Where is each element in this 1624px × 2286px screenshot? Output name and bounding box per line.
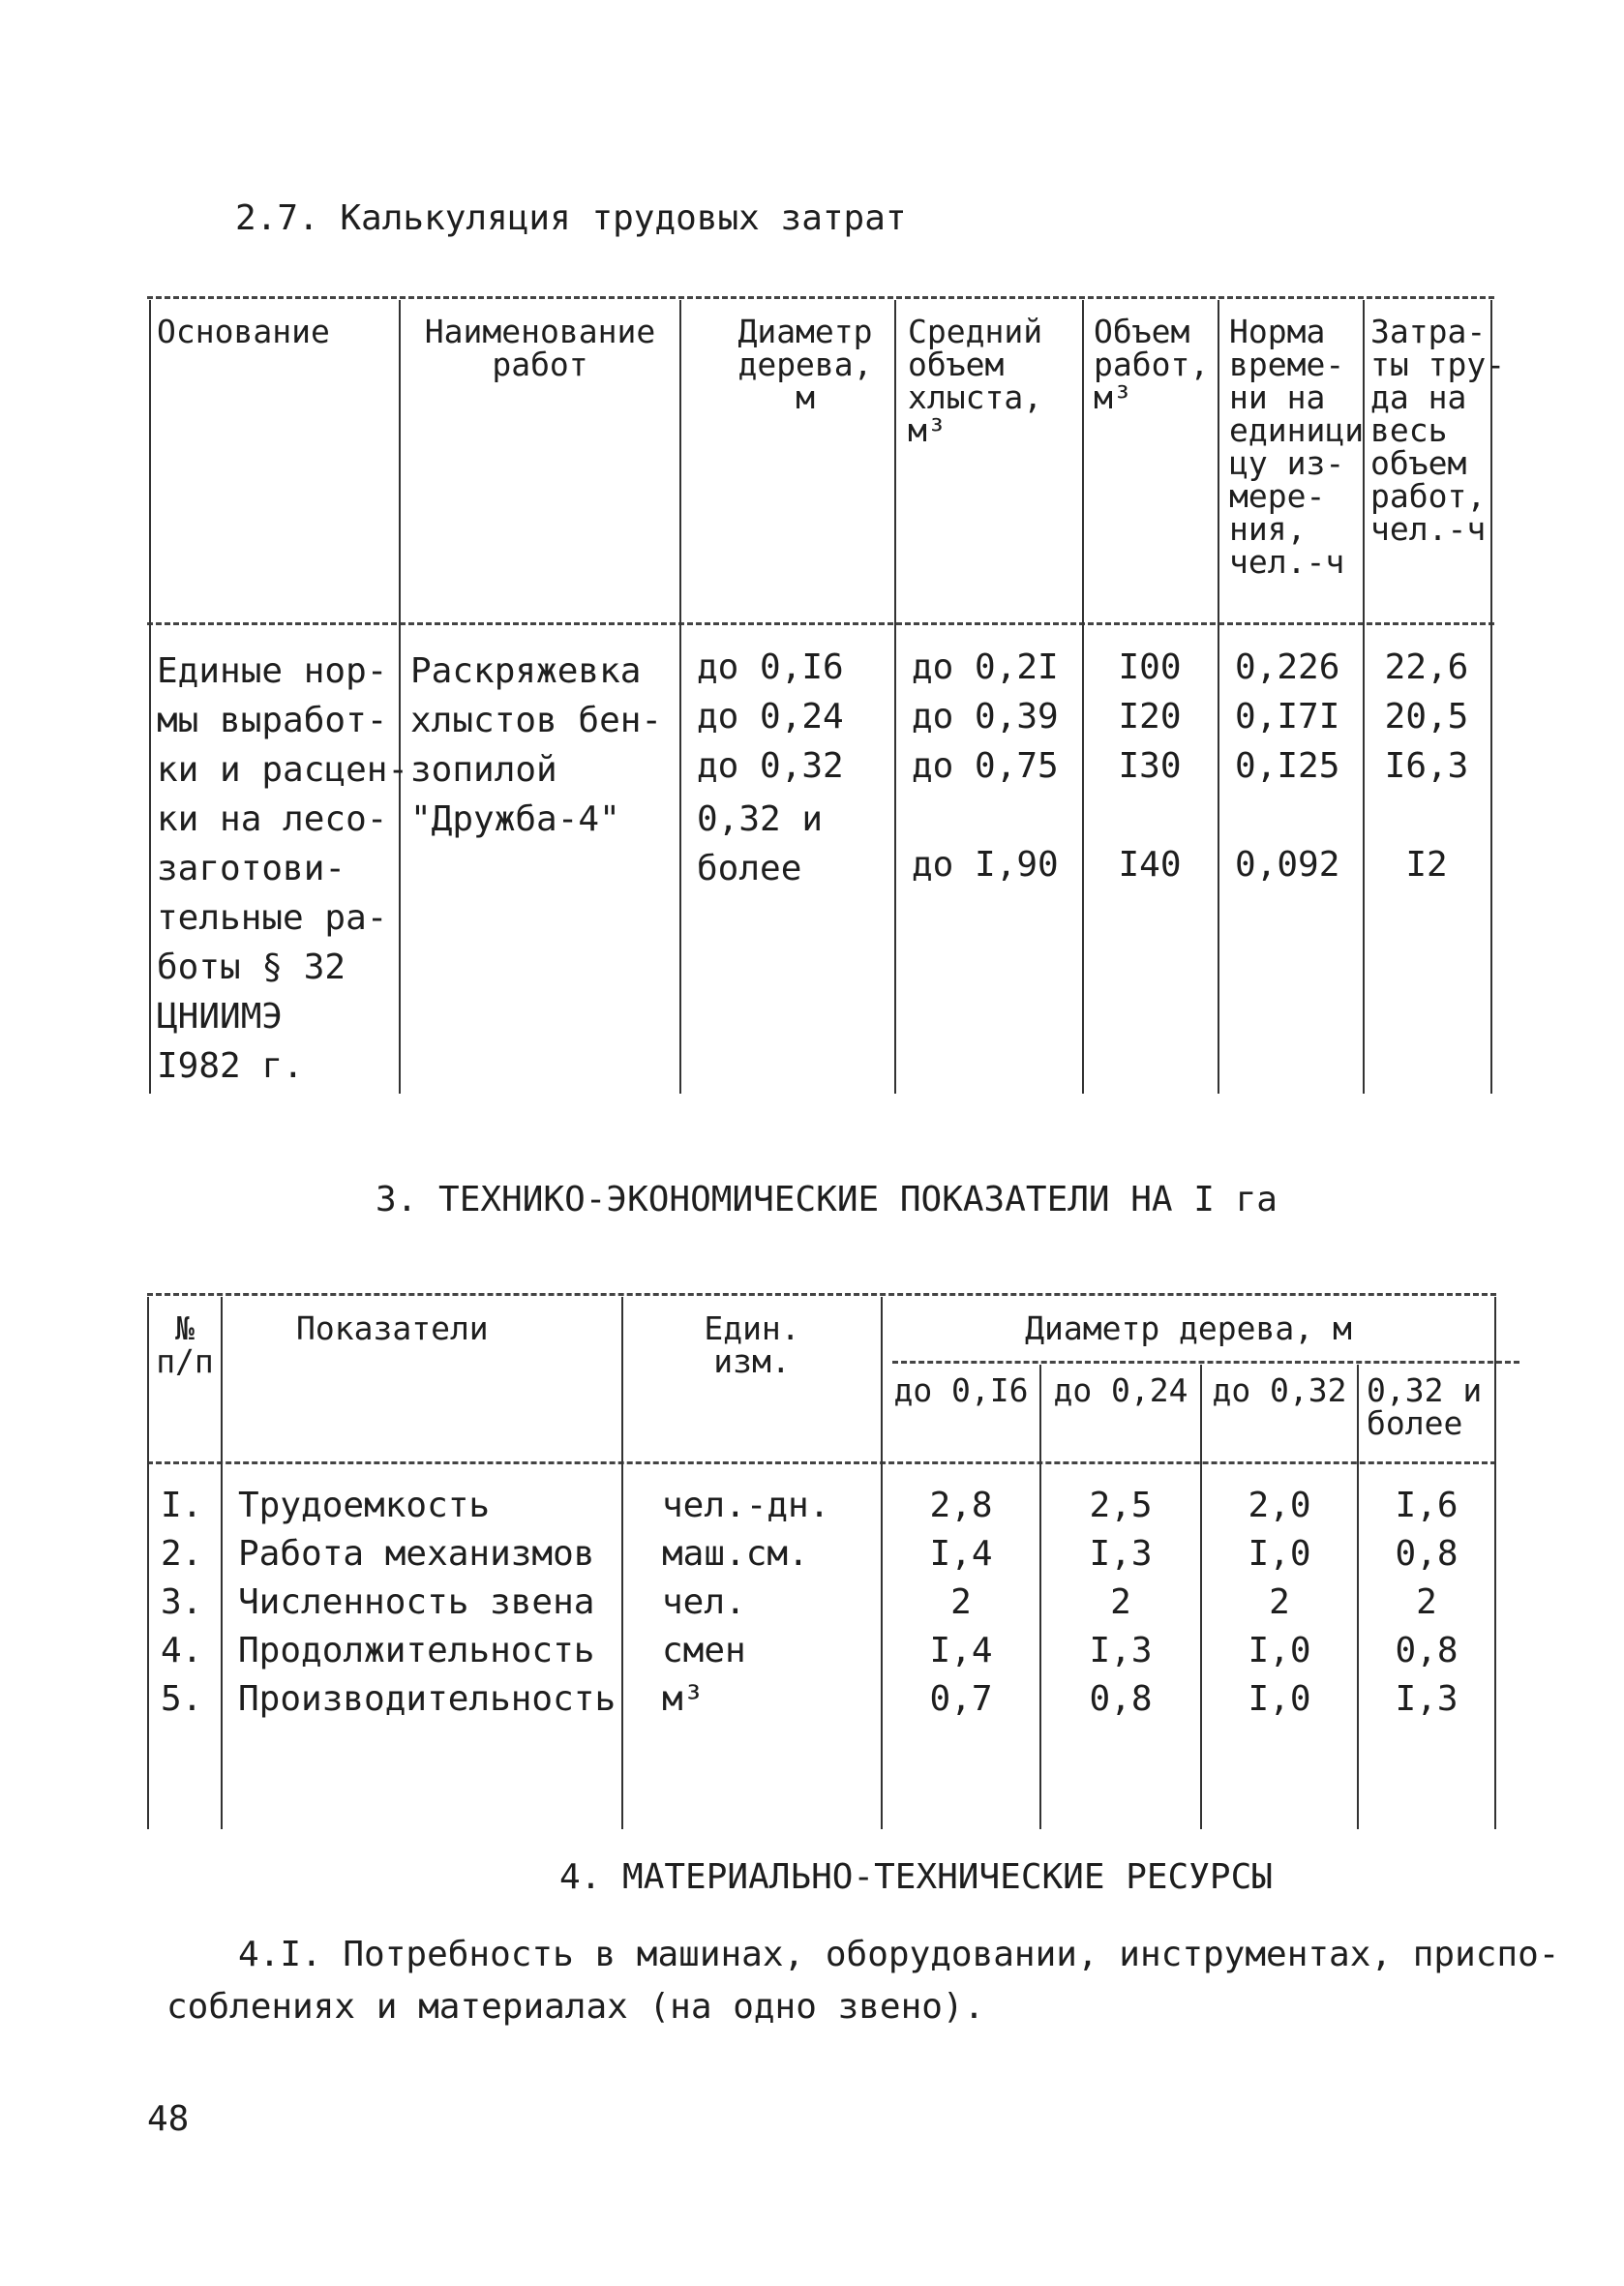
row-unit: чел.-дн.	[662, 1486, 830, 1525]
table-cell-labor: 20,5	[1384, 697, 1469, 737]
table-cell-time-norm: 0,092	[1235, 845, 1340, 885]
header-diameter: Диаметр дерева, м	[737, 313, 873, 416]
header-labor-costs: Затра- ты тру- да на весь объем работ, чел.-ч	[1370, 313, 1506, 548]
header-number: № п/п	[156, 1309, 214, 1380]
row-indicator: Работа механизмов	[238, 1534, 595, 1574]
row-value: 2	[1269, 1582, 1290, 1622]
table-cell-labor: 22,6	[1384, 647, 1469, 687]
row-number: 5.	[161, 1679, 203, 1719]
table-cell-work-volume: I40	[1118, 845, 1182, 885]
header-time-norm: Норма време- ни на единици цу из- мере- ния, чел.-ч	[1229, 313, 1365, 581]
row-value: 2,0	[1248, 1486, 1311, 1525]
row-value: I,3	[1395, 1679, 1459, 1719]
header-avg-volume: Средний объем хлыста, м³	[908, 313, 1043, 449]
table-header-divider	[147, 622, 1494, 625]
header-diameter-over-0-32: 0,32 и более	[1367, 1371, 1483, 1442]
table-cell-avg-volume: до I,90	[912, 845, 1059, 885]
row-value: 0,7	[929, 1679, 993, 1719]
row-value: I,6	[1395, 1486, 1459, 1525]
row-indicator: Трудоемкость	[238, 1486, 491, 1525]
section-3-title: 3. ТЕХНИКО-ЭКОНОМИЧЕСКИЕ ПОКАЗАТЕЛИ НА I га	[376, 1180, 1278, 1219]
row-value: I,4	[929, 1631, 993, 1670]
row-value: I,0	[1248, 1679, 1311, 1719]
basis-cell: Единые нор- мы выработ- ки и расцен- ки на лесо- заготови- тельные ра- боты § 32 ЦНИИМЭ I982 г.	[157, 651, 409, 1086]
section-2-7-title: 2.7. Калькуляция трудовых затрат	[235, 198, 907, 238]
section-4-title: 4. МАТЕРИАЛЬНО-ТЕХНИЧЕСКИЕ РЕСУРСЫ	[559, 1857, 1273, 1897]
table-cell-time-norm: 0,226	[1235, 647, 1340, 687]
row-unit: м³	[662, 1679, 705, 1719]
row-value: 2	[1416, 1582, 1437, 1622]
table-cell-labor: I6,3	[1384, 746, 1469, 786]
row-indicator: Продолжительность	[238, 1631, 595, 1670]
row-number: I.	[161, 1486, 203, 1525]
table-col-divider	[894, 300, 896, 1094]
table-col-divider	[1218, 300, 1219, 1094]
row-value: 2	[1110, 1582, 1131, 1622]
row-indicator: Численность звена	[238, 1582, 595, 1622]
row-value: 2	[950, 1582, 972, 1622]
header-unit: Един. изм.	[704, 1309, 800, 1380]
row-unit: смен	[662, 1631, 746, 1670]
row-unit: чел.	[662, 1582, 746, 1622]
table-cell-diameter: до 0,32	[697, 746, 844, 786]
table-cell-avg-volume: до 0,39	[912, 697, 1059, 737]
header-diameter-0-16: до 0,I6	[893, 1371, 1029, 1409]
table-header-divider	[147, 1461, 1496, 1464]
table-col-divider	[149, 300, 151, 1094]
table-cell-avg-volume: до 0,2I	[912, 647, 1059, 687]
row-number: 2.	[161, 1534, 203, 1574]
table-subheader-divider	[892, 1361, 1519, 1364]
header-work-name: Наименование работ	[424, 313, 656, 383]
row-indicator: Производительность	[238, 1679, 617, 1719]
row-value: 2,5	[1089, 1486, 1153, 1525]
row-value: I,0	[1248, 1534, 1311, 1574]
table-cell-diameter: 0,32 и более	[697, 799, 824, 888]
row-value: I,3	[1089, 1534, 1153, 1574]
row-number: 3.	[161, 1582, 203, 1622]
row-value: 0,8	[1395, 1534, 1459, 1574]
table-col-divider	[221, 1297, 223, 1829]
header-work-volume: Объем работ, м³	[1094, 313, 1210, 416]
header-basis: Основание	[157, 313, 330, 350]
row-value: I,0	[1248, 1631, 1311, 1670]
table-col-divider	[679, 300, 681, 1094]
row-value: 2,8	[929, 1486, 993, 1525]
table-col-divider	[1494, 1297, 1496, 1829]
row-number: 4.	[161, 1631, 203, 1670]
table-cell-time-norm: 0,I7I	[1235, 697, 1340, 737]
table-cell-avg-volume: до 0,75	[912, 746, 1059, 786]
header-diameter-group: Диаметр дерева, м	[1025, 1309, 1352, 1347]
row-value: 0,8	[1089, 1679, 1153, 1719]
table-cell-work-volume: I30	[1118, 746, 1182, 786]
row-unit: маш.см.	[662, 1534, 809, 1574]
work-name-cell: Раскряжевка хлыстов бен- зопилой "Дружба-4"	[410, 651, 663, 839]
table-top-border	[147, 1293, 1496, 1296]
table-cell-work-volume: I20	[1118, 697, 1182, 737]
row-value: I,4	[929, 1534, 993, 1574]
table-cell-labor: I2	[1405, 845, 1448, 885]
header-diameter-0-32: до 0,32	[1212, 1371, 1347, 1409]
table-cell-diameter: до 0,I6	[697, 647, 844, 687]
paragraph-line-2: соблениях и материалах (на одно звено).	[166, 1987, 985, 2027]
row-value: 0,8	[1395, 1631, 1459, 1670]
table-top-border	[147, 296, 1494, 299]
header-diameter-0-24: до 0,24	[1053, 1371, 1188, 1409]
table-cell-work-volume: I00	[1118, 647, 1182, 687]
row-value: I,3	[1089, 1631, 1153, 1670]
header-indicators: Показатели	[296, 1309, 489, 1347]
table-cell-diameter: до 0,24	[697, 697, 844, 737]
page-number: 48	[147, 2099, 190, 2139]
table-cell-time-norm: 0,I25	[1235, 746, 1340, 786]
paragraph-line-1: 4.I. Потребность в машинах, оборудовании, инструментах, приспо-	[238, 1935, 1560, 1974]
